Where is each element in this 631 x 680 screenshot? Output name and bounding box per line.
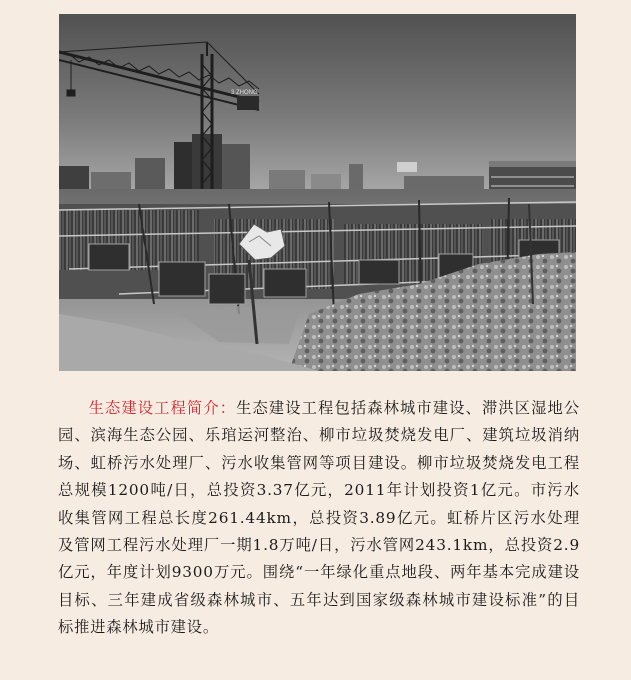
project-description — [58, 395, 580, 642]
crane-sign: 3 ZHONG — [231, 90, 258, 96]
construction-site-photo — [59, 14, 576, 371]
construction-site-image — [59, 14, 576, 371]
section-heading: 生态建设工程简介： — [88, 399, 237, 417]
description-body: 生态建设工程包括森林城市建设、滞洪区湿地公园、滨海生态公园、乐琯运河整治、柳市垃圾焚烧发电厂、建筑垃圾消纳场、虹桥污水处理厂、污水收集管网等项目建设。柳市垃圾焚烧发电工程总规模1200吨/日，总投资3.37亿元，2011年计划投资1亿元。市污水收集管网工程总长度261.44km，总投资3.89亿元。虹桥片区污水处理及管网工程污水处理厂一期1.8万吨/日，污水管网243.1km，总投资2.9亿元，年度计划9300万元。围绕“一年绿化重点地段、两年基本完成建设目标、三年建成省级森林城市、五年达到国家级森林城市建设标准”的目标推进森林城市建设。 — [58, 399, 580, 637]
